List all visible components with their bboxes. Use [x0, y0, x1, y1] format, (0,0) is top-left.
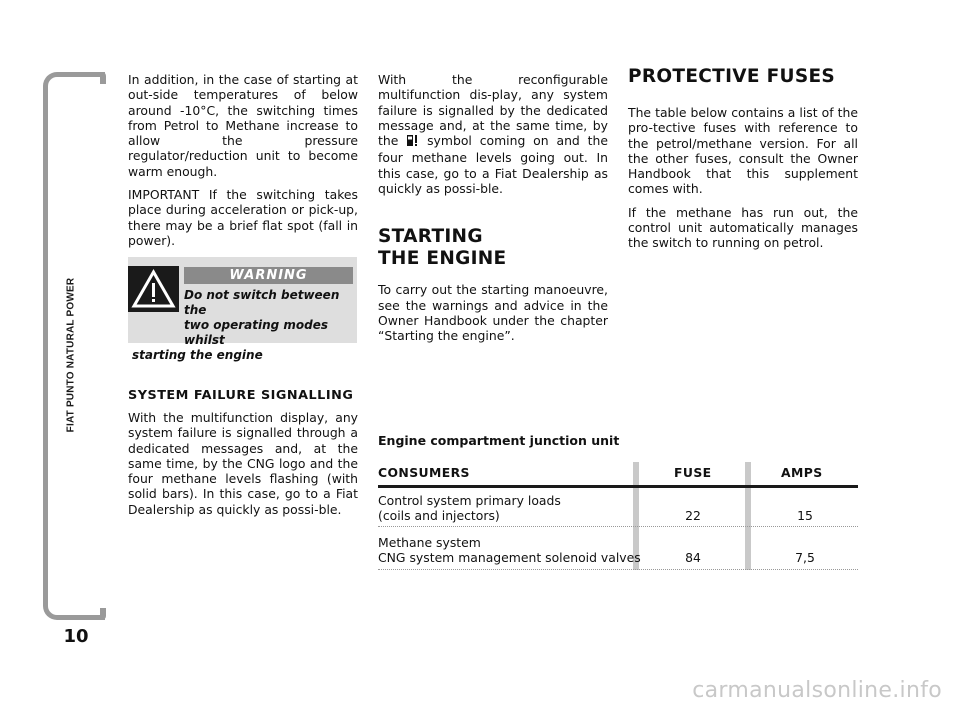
page-number: 10	[63, 626, 89, 647]
paragraph: IMPORTANT If the switching takes place during acceleration or pick-up, there may be a brief flat spot (fall in power).	[128, 187, 358, 248]
consumer-cell	[378, 493, 561, 523]
sidebar-label: FIAT PUNTO NATURAL POWER	[65, 277, 77, 433]
rail-cap-top	[100, 72, 106, 84]
amps-cell: 15	[797, 508, 813, 523]
text-fragment: symbol coming on and the four methane levels going out. In this case, go to a Fiat Dealership as quickly as possi-ble.	[378, 133, 608, 197]
consumer-line: Methane system	[378, 535, 481, 550]
consumer-cell	[378, 535, 641, 565]
amps-cell: 7,5	[795, 550, 815, 565]
fuse-cell: 84	[685, 550, 701, 565]
warning-line: Do not switch between the	[184, 288, 340, 317]
watermark: carmanualsonline.info	[692, 678, 942, 703]
starting-title-line: STARTING	[378, 226, 483, 248]
column-2	[378, 72, 608, 352]
system-failure-title: SYSTEM FAILURE SIGNALLING	[128, 388, 354, 403]
fuse-table	[378, 462, 858, 488]
table-row	[378, 535, 858, 570]
header-amps: AMPS	[781, 465, 823, 480]
consumer-line: Control system primary loads	[378, 493, 561, 508]
fuel-pump-warning-icon	[406, 134, 419, 150]
rail-cap-bottom	[100, 608, 106, 620]
warning-line: two operating modes whilst	[184, 318, 329, 347]
text-fragment: With the reconfigurable multifunction dis-play, any system failure is signalled by the dedicated message and, at the same time, by the	[378, 72, 608, 149]
fuse-cell: 22	[685, 508, 701, 523]
column-3	[628, 66, 858, 259]
consumer-line: CNG system management solenoid valves	[378, 550, 641, 565]
warning-title: WARNING	[184, 267, 353, 284]
paragraph	[378, 72, 608, 196]
starting-title-line: THE ENGINE	[378, 248, 507, 270]
column-1	[128, 72, 358, 256]
warning-line: starting the engine	[132, 348, 263, 362]
table-caption: Engine compartment junction unit	[378, 433, 620, 448]
header-consumers: CONSUMERS	[378, 465, 470, 480]
consumer-line: (coils and injectors)	[378, 508, 500, 523]
paragraph: The table below contains a list of the pro-tective fuses with reference to the petrol/methane version. For all the other fuses, consult the Owner Handbook that this supplement comes with.	[628, 105, 858, 197]
table-row	[378, 493, 858, 527]
paragraph: In addition, in the case of starting at out-side temperatures of below around -10°C, the switching times from Petrol to Methane increase to allow the pressure regulator/reduction unit to become warm enough.	[128, 72, 358, 179]
protective-fuses-title: PROTECTIVE FUSES	[628, 66, 836, 87]
paragraph: If the methane has run out, the control unit automatically manages the switch to running on petrol.	[628, 204, 858, 251]
system-failure-body: With the multifunction display, any system failure is signalled through a dedicated messages and, at the same time, by the CNG logo and the four methane levels flashing (with solid bars). In this case, go to a Fiat Dealership as quickly as possi-ble.	[128, 410, 358, 517]
header-fuse: FUSE	[674, 465, 712, 480]
starting-body: To carry out the starting manoeuvre, see the warnings and advice in the Owner Handbook under the chapter “Starting the engine”.	[378, 282, 608, 344]
warning-text	[132, 288, 356, 363]
table-header	[378, 462, 858, 488]
